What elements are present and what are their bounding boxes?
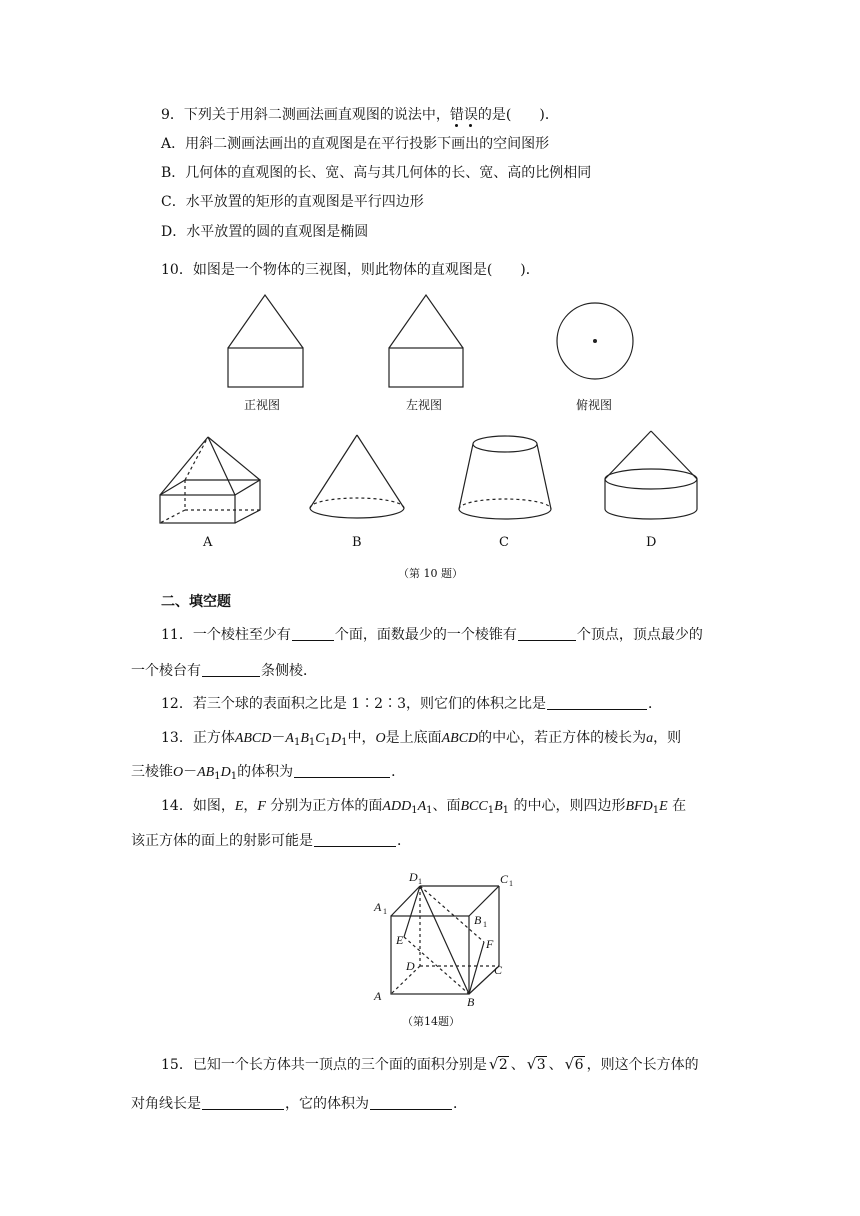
q11-line-2 xyxy=(131,661,317,681)
sqrt-6: √ 6 xyxy=(565,1055,585,1075)
option-a-label: A xyxy=(203,535,213,550)
label-a1: A xyxy=(374,900,382,914)
q12-blank[interactable] xyxy=(547,695,647,710)
q13-text-7: 的体积为 xyxy=(237,764,294,780)
q13-text-1: 13．正方体 xyxy=(161,730,235,746)
label-d1-sub: 1 xyxy=(418,877,422,886)
q12-line xyxy=(161,694,662,714)
label-b: B xyxy=(467,995,475,1009)
q11-line-1 xyxy=(161,625,703,645)
option-c-label: C xyxy=(499,535,509,550)
q9-option-b: B．几何体的直观图的长、宽、高与其几何体的长、宽、高的比例相同 xyxy=(161,165,592,181)
q12-text-2: ． xyxy=(648,696,662,712)
label-c1: C xyxy=(500,872,509,886)
label-a1-sub: 1 xyxy=(383,907,387,916)
top-view-label: 俯视图 xyxy=(576,398,613,412)
q11-blank-2[interactable] xyxy=(518,626,576,641)
solid-d-cone-cylinder xyxy=(605,431,697,519)
q15-text-2: ，则这个长方体的 xyxy=(586,1057,699,1073)
q9-option-a: A．用斜二测画法画出的直观图是在平行投影下画出的空间图形 xyxy=(161,136,550,152)
q11-text-5: 条侧棱． xyxy=(261,663,317,679)
q11-blank-3[interactable] xyxy=(202,662,260,677)
label-f: F xyxy=(486,937,494,951)
q11-blank-1[interactable] xyxy=(292,626,334,641)
q14-blank[interactable] xyxy=(314,832,396,847)
q14-line-1: 14．如图，E，F 分别为正方体的面$ADD_1A_1$、面$BCC_1B_1$ 的中心，则四边形$BFD_1E$ 在 xyxy=(161,798,687,816)
q14-text-4: 的中心，则四边形 xyxy=(513,798,626,814)
q11-text-4: 一个棱台有 xyxy=(131,663,201,679)
cube-figure xyxy=(0,862,860,1012)
q13-text-2: 中， xyxy=(347,730,376,746)
q11-text-1: 11．一个棱柱至少有 xyxy=(161,627,291,643)
q12-text-1: 12．若三个球的表面积之比是 1∶2∶3，则它们的体积之比是 xyxy=(161,696,546,712)
section-2-title: 二、填空题 xyxy=(161,594,231,610)
q9-option-d: D．水平放置的圆的直观图是椭圆 xyxy=(161,224,369,240)
q14-text-1: 14．如图， xyxy=(161,798,235,814)
label-d1: D xyxy=(409,870,418,884)
q15-line-1 xyxy=(161,1055,699,1075)
q10-figure-caption: （第 10 题） xyxy=(398,567,463,580)
top-view-center-dot xyxy=(593,339,597,343)
q11-text-3: 个顶点，顶点最少的 xyxy=(576,627,703,643)
front-view-triangle xyxy=(228,295,303,348)
q9-stem-b: 的是( )． xyxy=(477,107,559,123)
label-b1: B xyxy=(474,913,482,927)
q15-sep-2: 、 xyxy=(548,1057,563,1073)
q15-blank-2[interactable] xyxy=(370,1095,452,1110)
front-view-label: 正视图 xyxy=(244,398,281,412)
q13-text-5: ，则 xyxy=(653,730,682,746)
q9-stem xyxy=(161,105,559,125)
option-d-label: D xyxy=(646,535,657,550)
sqrt-2: √ 2 xyxy=(489,1055,509,1075)
left-view-label: 左视图 xyxy=(406,398,443,412)
label-d: D xyxy=(406,959,415,973)
solid-b-cone xyxy=(310,435,404,518)
q9-option-c: C．水平放置的矩形的直观图是平行四边形 xyxy=(161,194,424,210)
q9-stem-a: 9．下列关于用斜二测画法画直观图的说法中， xyxy=(161,107,450,123)
option-solids-figure xyxy=(0,430,860,550)
q14-text-5: 在 xyxy=(672,798,687,814)
q13-text-8: ． xyxy=(391,764,406,780)
sqrt-3: √ 3 xyxy=(527,1055,547,1075)
q14-text-6: 该正方体的面上的射影可能是 xyxy=(131,833,313,849)
q13-text-6: 三棱锥 xyxy=(131,764,173,780)
q15-line-2 xyxy=(131,1094,467,1114)
q14-text-7: ． xyxy=(397,833,411,849)
solid-c-frustum xyxy=(459,436,551,519)
label-b1-sub: 1 xyxy=(483,920,487,929)
q13-blank[interactable] xyxy=(294,763,390,778)
q14-text-3: 、面 xyxy=(432,798,461,814)
q14-line-2 xyxy=(131,831,411,851)
q15-text-3: 对角线长是 xyxy=(131,1096,201,1112)
front-view-rect xyxy=(228,348,303,387)
q13-cube-name: ABCD xyxy=(234,731,272,746)
left-view-triangle xyxy=(389,295,463,348)
q13-line-1: 13．正方体$ABCD-A_1B_1C_1D_1$中，O是上底面ABCD的中心，若正方体的棱长为a，则 xyxy=(161,730,682,748)
q9-emphasis-2: 误 xyxy=(463,107,478,123)
q14-text-2: 分别为正方体的面 xyxy=(270,798,383,814)
cube-front-face xyxy=(391,916,469,994)
q11-text-2: 个面，面数最少的一个棱锥有 xyxy=(334,627,517,643)
label-e: E xyxy=(396,933,404,947)
q14-figure-caption: （第14题） xyxy=(402,1015,460,1028)
q9-emphasis-1: 错 xyxy=(449,107,464,123)
q15-blank-1[interactable] xyxy=(202,1095,284,1110)
q13-text-3: 是上底面 xyxy=(385,730,442,746)
q10-stem: 10．如图是一个物体的三视图，则此物体的直观图是( )． xyxy=(161,262,540,278)
q15-text-4: ，它的体积为 xyxy=(285,1096,369,1112)
label-c1-sub: 1 xyxy=(509,879,513,888)
option-b-label: B xyxy=(352,535,362,550)
q15-text-5: ． xyxy=(453,1096,467,1112)
label-a: A xyxy=(374,989,382,1003)
q13-line-2: 三棱锥$O-AB_1D_1$的体积为 ． xyxy=(131,764,406,782)
q13-text-4: 的中心，若正方体的棱长为 xyxy=(478,730,647,746)
label-c: C xyxy=(494,963,503,977)
q15-text-1: 15．已知一个长方体共一顶点的三个面的面积分别是 xyxy=(161,1057,487,1073)
solid-a-pyramid-prism xyxy=(160,437,260,523)
left-view-rect xyxy=(389,348,463,387)
q15-sep-1: 、 xyxy=(510,1057,525,1073)
